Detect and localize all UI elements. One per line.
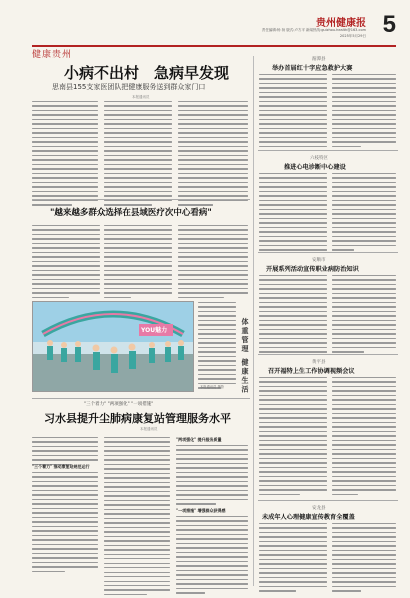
lead-column-1 bbox=[32, 101, 98, 209]
brief-3-col-a bbox=[259, 275, 327, 356]
paper-name: 贵州健康报 bbox=[316, 18, 366, 29]
second-headline: "越来越多群众选择在县域医疗次中心看病" bbox=[50, 208, 212, 218]
brief-4-title: 召开福特上生工作协调视频会议 bbox=[268, 368, 355, 375]
divider-rule bbox=[32, 199, 250, 200]
photo-caption: 本报通讯员 摄影 bbox=[200, 385, 225, 389]
third-column-1b bbox=[32, 472, 98, 575]
divider-rule bbox=[258, 252, 398, 253]
brief-5-section: 安龙县 bbox=[312, 506, 326, 511]
brief-1-title: 举办首届红十字应急救护大赛 bbox=[272, 65, 353, 72]
column-divider bbox=[253, 56, 254, 586]
photo-banner: YOU魅力 bbox=[141, 327, 168, 334]
brief-1-col-a bbox=[259, 74, 327, 150]
third-subheading-c: "一项措施" 增强群众获得感 bbox=[176, 508, 226, 513]
brief-3-section: 安顺市 bbox=[312, 258, 326, 263]
event-photo-illustration bbox=[33, 302, 193, 391]
third-column-3b bbox=[176, 516, 248, 597]
photo-side-text bbox=[198, 302, 236, 392]
second-column-2 bbox=[104, 225, 172, 301]
brief-5-col-b bbox=[332, 523, 396, 595]
lead-column-2 bbox=[104, 101, 172, 209]
page-number: 5 bbox=[382, 11, 396, 38]
third-headline: 习水县提升尘肺病康复站管理服务水平 bbox=[44, 412, 231, 425]
lead-headline: 小病不出村 急病早发现 bbox=[64, 64, 230, 82]
third-subheading-a: "三个着力" 推动康复站规范运行 bbox=[32, 464, 90, 469]
masthead-meta: 责任编辑:杨 扬 版式:卢方平 新闻热线:guizhou.health@163.com bbox=[261, 28, 366, 32]
brief-5-title: 未成年人心理健康宣传教育全覆盖 bbox=[262, 514, 355, 521]
third-byline: 本报通讯员 bbox=[140, 427, 158, 431]
divider-rule bbox=[32, 398, 250, 399]
photo-side-title: 体重管理 健康生活 bbox=[241, 318, 249, 395]
brief-1-section: 湄潭县 bbox=[312, 57, 326, 62]
brief-2-title: 推进心电诊断中心建设 bbox=[284, 164, 346, 171]
third-kicker: "三个着力" "两项强化" "一项措施" bbox=[84, 402, 154, 407]
brief-1-col-b bbox=[332, 74, 396, 150]
brief-4-section: 黄平县 bbox=[312, 360, 326, 365]
divider-rule bbox=[258, 354, 398, 355]
divider-rule bbox=[258, 150, 398, 151]
brief-3-title: 开展系列活动宣传职业病防治知识 bbox=[266, 266, 359, 273]
brief-5-col-a bbox=[259, 523, 327, 595]
second-column-3 bbox=[178, 225, 248, 301]
section-label: 健康贵州 bbox=[32, 50, 73, 60]
third-column-2 bbox=[104, 437, 170, 598]
brief-3-col-b bbox=[332, 275, 396, 356]
divider-rule bbox=[258, 500, 398, 501]
brief-2-section: 六枝特区 bbox=[310, 156, 328, 161]
lead-byline: 本报通讯员 bbox=[132, 95, 150, 99]
third-subheading-b: "两项强化" 提升服务质量 bbox=[176, 437, 222, 442]
masthead-date: 2025年5月29日 bbox=[339, 34, 366, 38]
lead-column-3 bbox=[178, 101, 248, 209]
brief-4-col-a bbox=[259, 377, 327, 498]
event-photo bbox=[32, 301, 194, 392]
lead-subheadline: 思南县155支家医团队把健康服务送到群众家门口 bbox=[52, 83, 206, 91]
brief-2-col-a bbox=[259, 173, 327, 254]
third-column-3 bbox=[176, 445, 248, 508]
brief-4-col-b bbox=[332, 377, 396, 498]
brief-2-col-b bbox=[332, 173, 396, 254]
second-column-1 bbox=[32, 225, 100, 301]
